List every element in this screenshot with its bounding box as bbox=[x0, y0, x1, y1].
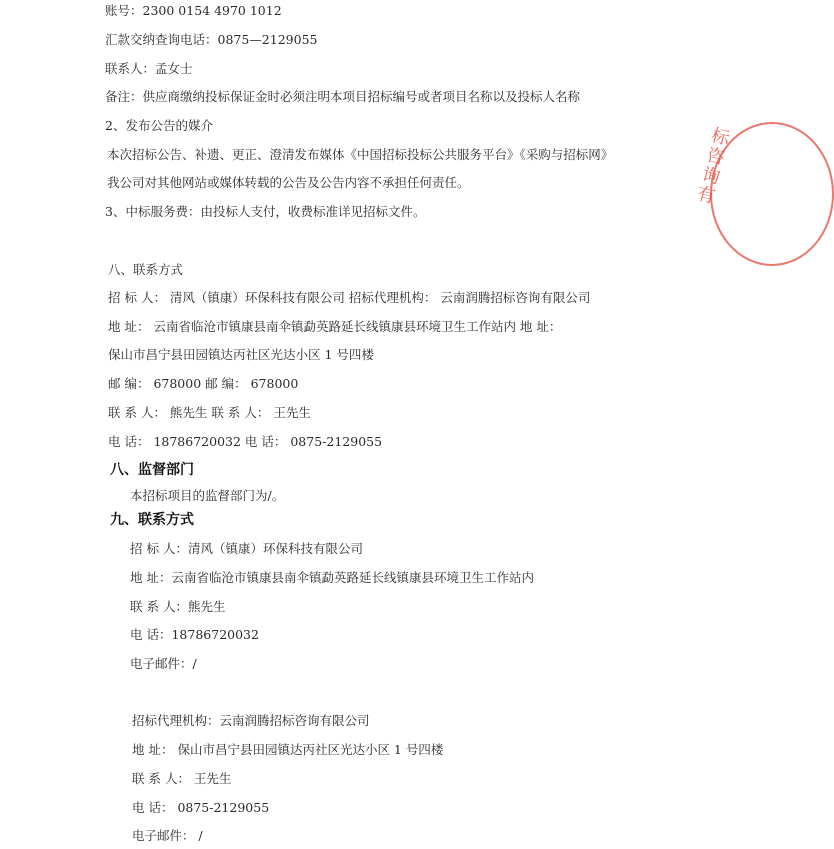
contact1-phone-row: 电 话： 18786720032 电 话： 0875-2129055 bbox=[108, 434, 383, 449]
contact1-address-row: 地 址： 云南省临沧市镇康县南伞镇勐英路延长线镇康县环境卫生工作站内 地 址： bbox=[108, 319, 562, 334]
media-heading: 2、发布公告的媒介 bbox=[105, 118, 213, 133]
account-line: 账号：2300 0154 4970 1012 bbox=[105, 3, 282, 18]
contact2-address: 地 址：云南省临沧市镇康县南伞镇勐英路延长线镇康县环境卫生工作站内 bbox=[130, 570, 534, 585]
contact-person-line: 联系人：孟女士 bbox=[105, 61, 193, 76]
media-line-1: 本次招标公告、补遗、更正、澄清发布媒体《中国招标投标公共服务平台》《采购与招标网》 bbox=[107, 147, 614, 162]
contact2-heading: 九、联系方式 bbox=[110, 512, 194, 528]
agency-contact: 联 系 人： 王先生 bbox=[132, 771, 232, 786]
agency-email: 电子邮件： / bbox=[132, 828, 203, 843]
supervision-text: 本招标项目的监督部门为/。 bbox=[130, 488, 285, 503]
service-fee-line: 3、中标服务费：由投标人支付，收费标准详见招标文件。 bbox=[105, 204, 426, 219]
agency-phone: 电 话： 0875-2129055 bbox=[132, 800, 270, 815]
contact2-phone: 电 话：18786720032 bbox=[130, 627, 259, 642]
red-seal-stamp bbox=[694, 118, 750, 258]
contact1-tenderer-row: 招 标 人： 清风（镇康）环保科技有限公司 招标代理机构： 云南润腾招标咨询有限公司 bbox=[108, 290, 591, 305]
remit-phone-line: 汇款交纳查询电话：0875—2129055 bbox=[105, 32, 318, 47]
supervision-heading: 八、监督部门 bbox=[110, 462, 194, 478]
contact2-contact: 联 系 人：熊先生 bbox=[130, 599, 226, 614]
agency-address: 地 址： 保山市昌宁县田园镇达丙社区光达小区 1 号四楼 bbox=[132, 742, 444, 757]
contact2-email: 电子邮件：/ bbox=[130, 656, 197, 671]
contact1-address-row-2: 保山市昌宁县田园镇达丙社区光达小区 1 号四楼 bbox=[108, 347, 374, 362]
remark-line: 备注：供应商缴纳投标保证金时必须注明本项目招标编号或者项目名称以及投标人名称 bbox=[105, 89, 581, 104]
contact1-heading: 八、联系方式 bbox=[108, 262, 184, 277]
contact1-contact-row: 联 系 人： 熊先生 联 系 人： 王先生 bbox=[108, 405, 311, 420]
media-line-2: 我公司对其他网站或媒体转载的公告及公告内容不承担任何责任。 bbox=[107, 175, 470, 190]
contact1-postcode-row: 邮 编： 678000 邮 编： 678000 bbox=[108, 376, 299, 391]
contact2-tenderer: 招 标 人：清风（镇康）环保科技有限公司 bbox=[130, 541, 363, 556]
agency-name: 招标代理机构：云南润腾招标咨询有限公司 bbox=[132, 713, 370, 728]
seal-text: 标咨询有 bbox=[694, 125, 732, 208]
